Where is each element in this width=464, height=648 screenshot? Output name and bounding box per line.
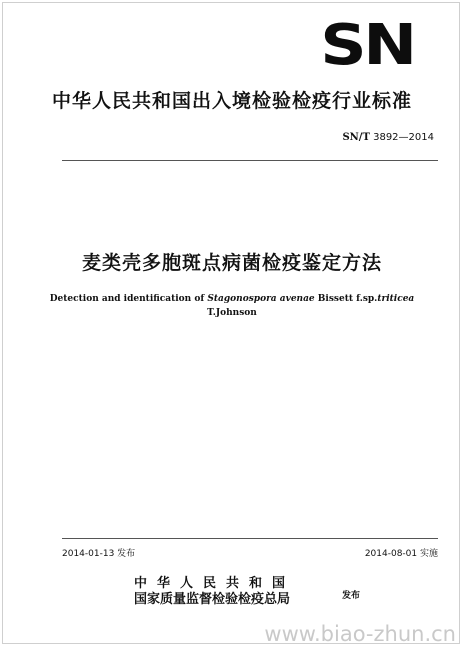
title-en-line1 xyxy=(0,292,464,306)
website-watermark: www.biao-zhun.cn xyxy=(264,622,456,646)
implementation-date: 2014-08-01 实施 xyxy=(364,549,438,559)
bottom-divider xyxy=(62,538,438,539)
issue-label: 发布 xyxy=(342,591,361,601)
standard-number xyxy=(342,132,434,143)
title-en-italic2: triticea xyxy=(377,294,415,304)
standard-code: 3892—2014 xyxy=(373,132,434,143)
issuer-country: 中华人民共和国 xyxy=(134,576,296,591)
issuer-agency: 国家质量监督检验检疫总局 xyxy=(134,592,291,607)
issuer-block xyxy=(134,576,295,608)
top-divider xyxy=(62,160,438,161)
organization-title: 中华人民共和国出入境检验检疫行业标准 xyxy=(51,90,412,112)
issue-date: 2014-01-13 发布 xyxy=(62,549,136,559)
title-en-part2: Bissett f.sp. xyxy=(314,294,378,304)
standard-prefix: SN/T xyxy=(342,132,370,143)
title-en-part1: Detection and identification of xyxy=(49,294,208,304)
sn-logo: SN xyxy=(320,13,414,78)
document-title-cn: 麦类壳多胞斑点病菌检疫鉴定方法 xyxy=(81,252,382,274)
title-en-line2: T.Johnson xyxy=(207,308,257,318)
document-title-en xyxy=(0,292,464,320)
title-en-italic1: Stagonospora avenae xyxy=(207,294,315,304)
